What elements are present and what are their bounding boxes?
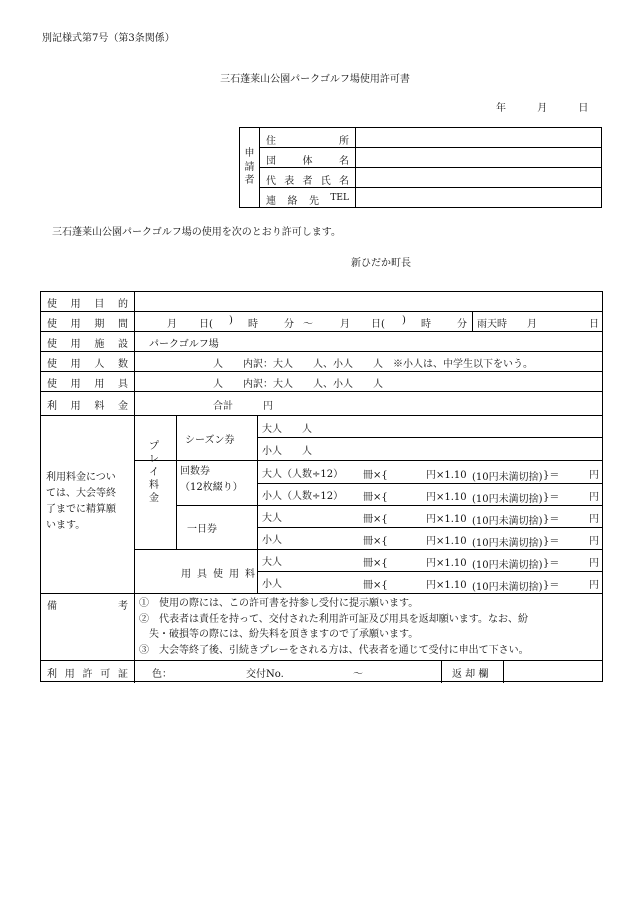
people-value: 人 内訳：大人 人、小人 人 ※小人は、中学生以下をいう。: [213, 359, 533, 370]
period-end-hour: 時: [421, 319, 431, 330]
applicant-side-label: 申 請 者: [240, 128, 260, 207]
play-fee-label: プ レ イ 料 金: [149, 441, 159, 504]
period-start-minute: 分: [284, 319, 294, 330]
season-adult: 大人 人: [262, 424, 312, 435]
return-label: 返 却 欄: [452, 669, 489, 680]
date-month: 月: [537, 103, 548, 114]
facility-label: 使 用 施 設: [47, 339, 128, 350]
coupon-child-label: 小人（人数÷12）: [262, 491, 344, 502]
issue-range-tilde: 〜: [353, 669, 363, 680]
rain-month: 月: [527, 319, 537, 330]
permit-card-label: 利 用 許 可 証: [47, 669, 128, 680]
date-day: 日: [578, 103, 589, 114]
purpose-field[interactable]: [135, 292, 603, 311]
group-label: 団 体 名: [260, 148, 356, 167]
day-child-label: 小人: [262, 535, 282, 546]
address-label: 住 所: [260, 128, 356, 147]
applicant-group-row[interactable]: [260, 148, 601, 168]
date-line: [496, 99, 616, 114]
rain-label: 雨天時: [477, 319, 507, 330]
return-field[interactable]: [504, 661, 603, 682]
applicant-address-row[interactable]: [260, 128, 601, 148]
period-tilde: 〜: [303, 319, 313, 330]
day-ticket-label: 一日券: [187, 524, 217, 535]
applicant-contact-row[interactable]: [260, 188, 601, 208]
period-label: 使 用 期 間: [47, 319, 128, 330]
equipment-value: 人 内訳：大人 人、小人 人: [213, 379, 383, 390]
equip-child-label: 小人: [262, 579, 282, 590]
equipment-label: 使 用 用 具: [47, 379, 128, 390]
color-label: 色：: [152, 669, 172, 680]
equip-adult-label: 大人: [262, 557, 282, 568]
period-start-month: 月: [167, 319, 177, 330]
issue-number-label: 交付No.: [246, 669, 284, 680]
purpose-label: 使 用 目 的: [47, 299, 128, 310]
fee-label: 利 用 料 金: [47, 401, 128, 412]
remarks-label: 備 考: [47, 601, 128, 612]
representative-label: 代 表 者 氏 名: [260, 168, 356, 187]
mayor-signature: 新ひだか町長: [351, 258, 411, 269]
permit-statement: 三石蓬莱山公園パークゴルフ場の使用を次のとおり許可します。: [52, 227, 341, 238]
people-label: 使 用 人 数: [47, 359, 128, 370]
period-end-month: 月: [340, 319, 350, 330]
equipment-fee-label: 用 具 使 用 料: [181, 569, 255, 580]
fee-note: 利用料金につい ては、大会等終 了までに精算願 います。: [46, 472, 116, 531]
form-number: 別記様式第7号（第3条関係）: [42, 33, 175, 44]
document-title: 三石蓬莱山公園パークゴルフ場使用許可書: [220, 74, 410, 85]
period-start-hour: 時: [248, 319, 258, 330]
rain-day: 日: [589, 319, 599, 330]
season-child: 小人 人: [262, 446, 312, 457]
fee-total: 合計 円: [213, 401, 273, 412]
remarks-text: ① 使用の際には、この許可書を持参し受付に提示願います。 ② 代表者は責任を持って、交付された利用許可証及び用具を返却願います。なお、紛 失・破損等の際には、紛失料を頂きますので了承願います。 ③ 大会等終了後、引続きプレーをされる方は、代表者を通じて受付に申出て下さい。: [139, 598, 529, 656]
applicant-representative-row[interactable]: [260, 168, 601, 188]
date-year: 年: [496, 103, 506, 114]
contact-label: 連 絡 先 TEL: [260, 188, 356, 208]
facility-value: パークゴルフ場: [149, 339, 219, 350]
period-end-minute: 分: [457, 319, 467, 330]
season-ticket-label: シーズン券: [185, 435, 235, 446]
usage-table: 使 用 目 的 使 用 期 間 月 日( ) 時 分 〜 月 日( ) 時 分 雨天時 月 日 使 用 施 設 パークゴルフ場 使 用 人 数 人 内訳：大人 人、小人 人 ※小人は、中学生以下をいう。 使 用 用 具 人 内訳：大人 人、小人 人 利 用 料 金 合計 円 利用料金につい ては、大会等終 了までに精算願 います。 プ レ イ 料 金 シーズン券 大人 人 小人 人 回数券 （12枚綴り） 一日券 用 具 使 用 料 大人（人数÷12） 冊×{ 円×1.10 (10円未満切捨) }＝ 円 小人（人数÷12） 冊×{ 円×1.10 (10円未満切捨) }＝ 円 大人 冊×{ 円×1.10 (10円未満切捨) }＝ 円 小人 冊×{ 円×1.10 (10円未満切捨) }＝ 円 大人 冊×{ 円×1.10 (10円未満切捨) }＝ 円 小人 冊×{ 円×1.10 (10円未満切捨) }＝ 円 備 考 ① 使用の際には、この許可書を持参し受付に提示願います。 ② 代表者は責任を持って、交付された利用許可証及び用具を返却願います。なお、紛 失・破損等の際には、紛失料を頂きますので了承願います。 ③ 大会等終了後、引続きプレーをされる方は、代表者を通じて受付に申出て下さい。 利 用 許 可 証 色： 交付No. 〜 返 却 欄: [40, 291, 603, 682]
applicant-table: [239, 127, 602, 208]
day-adult-label: 大人: [262, 513, 282, 524]
coupon-adult-label: 大人（人数÷12）: [262, 469, 344, 480]
period-start-day: 日(: [199, 319, 213, 330]
period-end-day: 日(: [371, 319, 385, 330]
coupon-ticket-label: 回数券 （12枚綴り）: [180, 466, 243, 493]
